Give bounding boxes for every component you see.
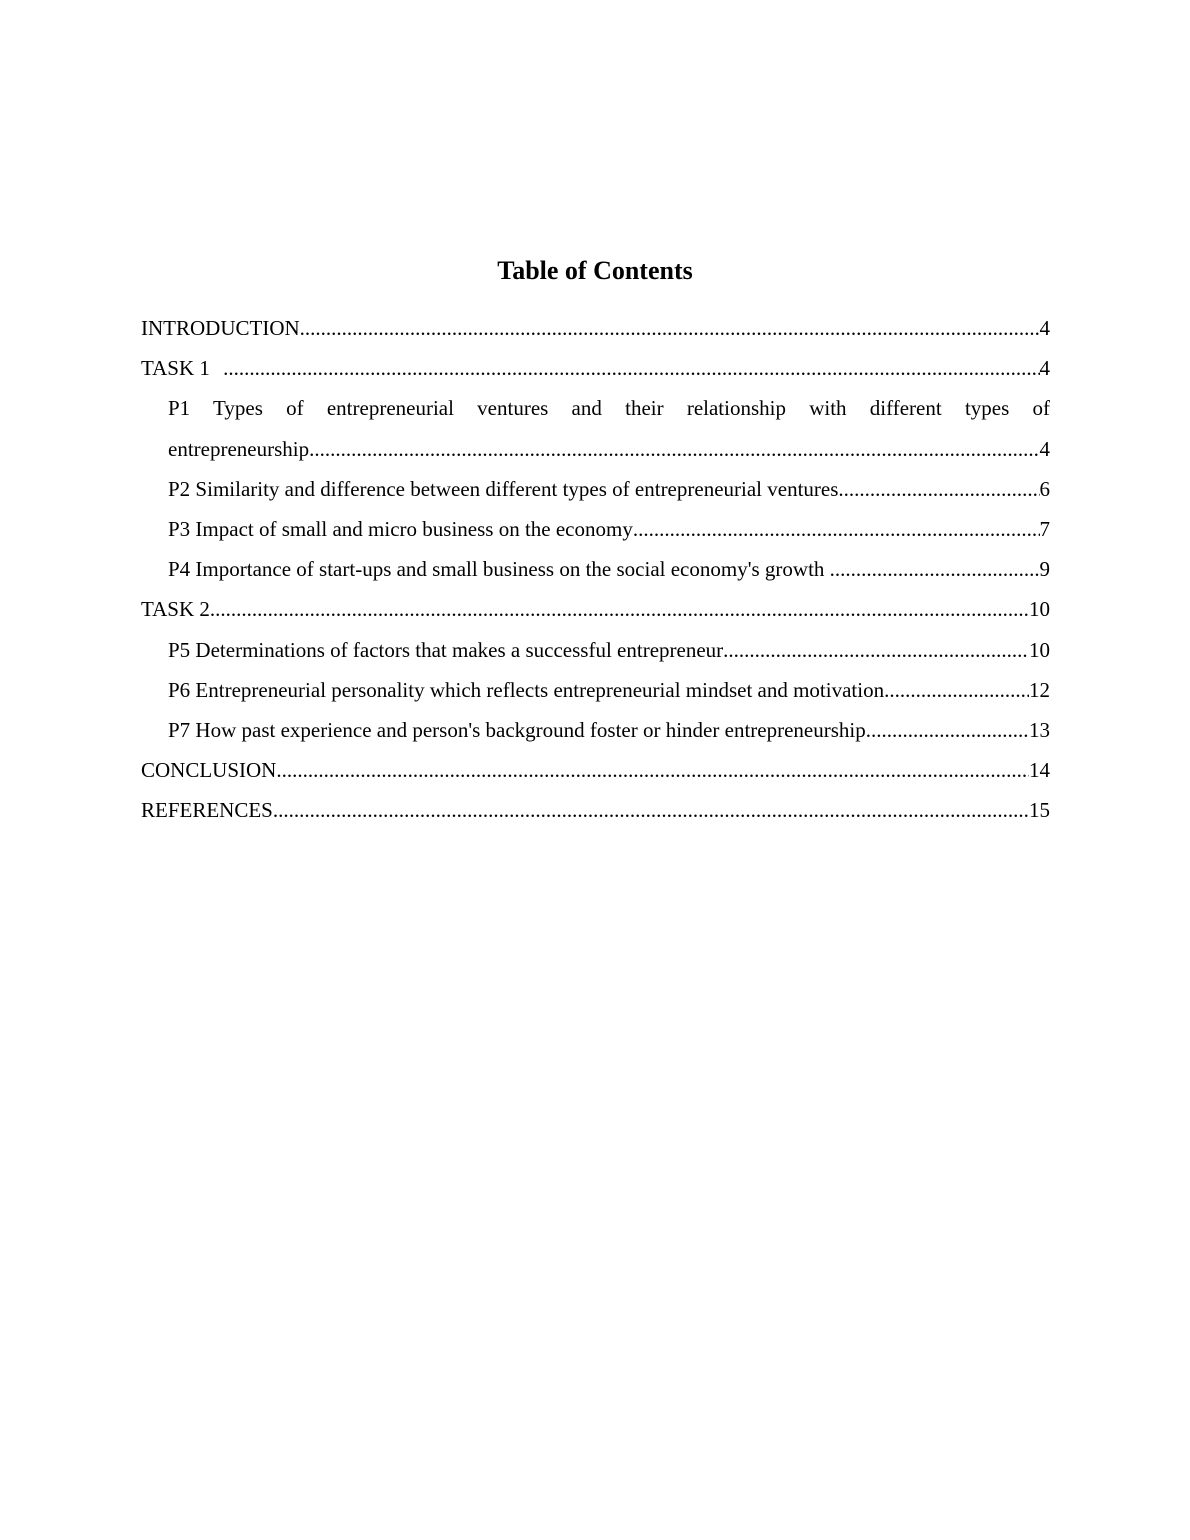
dot-leader: [309, 429, 1039, 469]
toc-page-number: 12: [1029, 677, 1050, 702]
toc-entry-label: P2 Similarity and difference between different types of entrepreneurial ventures: [168, 476, 839, 501]
dot-leader: [210, 589, 1029, 629]
toc-entry-p2[interactable]: [141, 469, 1050, 509]
toc-entry-p1[interactable]: [141, 388, 1050, 468]
toc-entry-p4[interactable]: [141, 549, 1050, 589]
toc-entry-label-line2: entrepreneurship: [168, 436, 310, 461]
table-of-contents: [141, 308, 1050, 830]
dot-leader: [215, 348, 1039, 388]
toc-entry-p3[interactable]: [141, 509, 1050, 549]
dot-leader: [300, 308, 1040, 348]
toc-page-number: 13: [1029, 717, 1050, 742]
toc-entry-label: P3 Impact of small and micro business on the economy: [168, 516, 633, 541]
toc-page-number: 14: [1029, 758, 1050, 783]
dot-leader: [838, 469, 1039, 509]
dot-leader: [866, 710, 1029, 750]
toc-entry-p7[interactable]: [141, 710, 1050, 750]
dot-leader: [884, 670, 1029, 710]
toc-entry-introduction[interactable]: [141, 308, 1050, 348]
toc-entry-label: CONCLUSION: [141, 758, 277, 783]
page-title: Table of Contents: [497, 256, 693, 285]
toc-page-number: 15: [1029, 798, 1050, 823]
toc-page-number: 10: [1029, 597, 1050, 622]
dot-leader: [723, 630, 1029, 670]
toc-entry-label: TASK 2: [141, 597, 210, 622]
toc-entry-label-line1: P1 Types of entrepreneurial ventures and their relationship with different types of: [168, 396, 1050, 421]
toc-entry-conclusion[interactable]: [141, 750, 1050, 790]
toc-entry-label: P7 How past experience and person's background foster or hinder entrepreneurship: [168, 717, 866, 742]
toc-entry-references[interactable]: [141, 790, 1050, 830]
toc-entry-task-2[interactable]: [141, 589, 1050, 629]
toc-entry-task-1[interactable]: [141, 348, 1050, 388]
dot-leader: [633, 509, 1040, 549]
toc-page-number: 10: [1029, 637, 1050, 662]
toc-page-number: 4: [1039, 316, 1050, 340]
toc-entry-p6[interactable]: [141, 670, 1050, 710]
toc-entry-label: P4 Importance of start-ups and small business on the social economy's growth: [168, 557, 830, 582]
dot-leader: [830, 549, 1040, 589]
dot-leader: [276, 750, 1029, 790]
toc-page-number: 6: [1039, 476, 1050, 501]
toc-entry-label: P6 Entrepreneurial personality which reflects entrepreneurial mindset and motivation: [168, 677, 885, 702]
toc-entry-label: TASK 1: [141, 356, 216, 381]
toc-page-number: 9: [1039, 557, 1050, 582]
toc-entry-label: P5 Determinations of factors that makes a successful entrepreneur: [168, 637, 724, 662]
dot-leader: [273, 790, 1029, 830]
toc-entry-p5[interactable]: [141, 630, 1050, 670]
toc-page-number: 4: [1039, 356, 1050, 381]
toc-entry-label: REFERENCES: [141, 798, 273, 823]
toc-page-number: 7: [1039, 516, 1050, 541]
toc-entry-label: INTRODUCTION: [141, 316, 300, 340]
toc-page-number: 4: [1039, 436, 1050, 461]
